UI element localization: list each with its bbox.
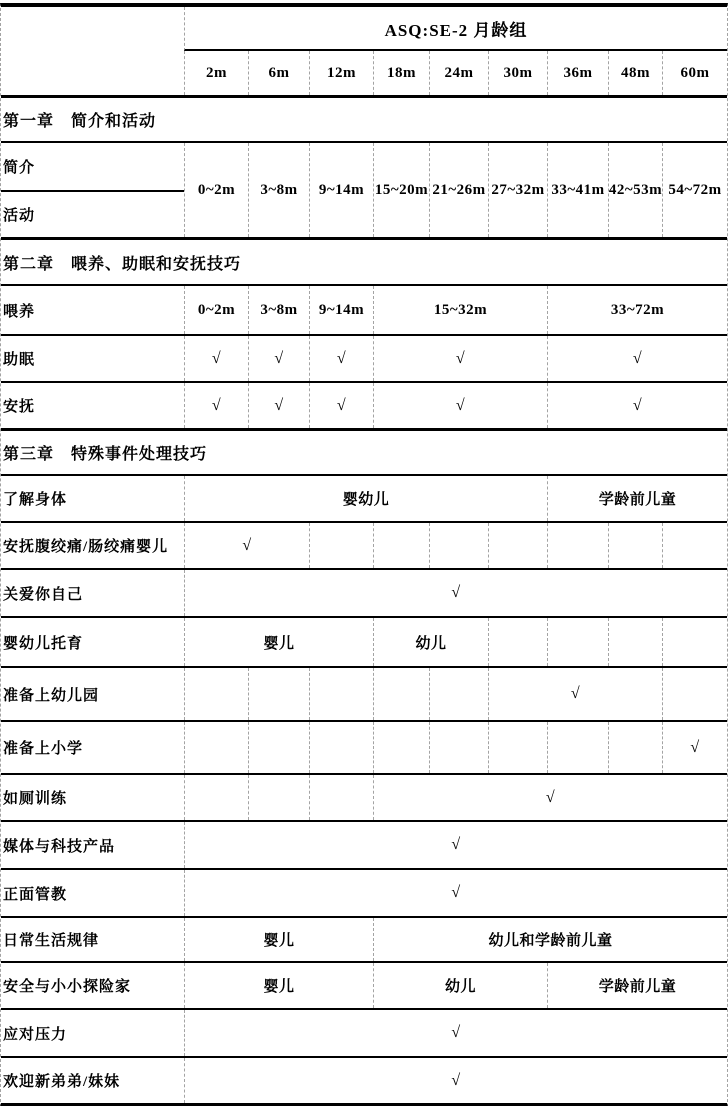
empty-cell xyxy=(662,523,727,568)
check-cell: √ xyxy=(184,523,309,568)
toilet-training-row xyxy=(1,775,727,822)
row-label: 喂养 xyxy=(3,303,36,320)
row-label: 日常生活规律 xyxy=(3,933,100,949)
check-cell: √ xyxy=(184,1058,727,1103)
empty-cell xyxy=(488,618,547,666)
age-group-span-cell: 幼儿和学龄前儿童 xyxy=(373,918,727,961)
stress-coping-row xyxy=(1,1010,727,1058)
check-cell: √ xyxy=(373,775,727,820)
check-cell: √ xyxy=(184,870,727,916)
empty-cell xyxy=(248,668,309,720)
check-cell: √ xyxy=(488,668,662,720)
age-column-header-24m: 24m xyxy=(429,51,488,95)
chapter-title-cell: 第一章 简介和活动 xyxy=(3,113,157,130)
empty-cell xyxy=(662,668,727,720)
check-cell: √ xyxy=(662,722,727,773)
row-label: 安全与小小探险家 xyxy=(3,979,132,995)
empty-cell xyxy=(184,668,248,720)
row-label: 安抚 xyxy=(3,399,36,415)
age-group-span-cell: 婴儿 xyxy=(184,963,373,1008)
empty-cell xyxy=(248,722,309,773)
age-group-span-cell: 幼儿 xyxy=(373,618,488,666)
age-group-span-cell: 学龄前儿童 xyxy=(547,963,727,1008)
asq-se2-table xyxy=(0,3,728,1106)
row-label: 准备上幼儿园 xyxy=(3,687,100,704)
sleep-aid-row xyxy=(1,336,727,383)
positive-discipline-row xyxy=(1,870,727,918)
check-cell: √ xyxy=(248,336,309,381)
age-range-cell: 54~72m xyxy=(662,143,727,237)
age-range-cell: 9~14m xyxy=(309,143,373,237)
empty-cell xyxy=(309,523,373,568)
age-range-cell: 9~14m xyxy=(309,286,373,334)
row-label: 媒体与科技产品 xyxy=(3,838,116,855)
empty-cell xyxy=(309,722,373,773)
chapter-1-row xyxy=(1,98,727,143)
age-group-span-cell: 婴幼儿 xyxy=(184,476,547,521)
daily-routine-row xyxy=(1,918,727,963)
empty-cell xyxy=(488,523,547,568)
row-label: 关爱你自己 xyxy=(3,586,84,603)
empty-cell xyxy=(373,668,429,720)
check-cell: √ xyxy=(547,336,727,381)
age-range-cell: 15~32m xyxy=(373,286,547,334)
row-label: 安抚腹绞痛/肠绞痛婴儿 xyxy=(3,539,169,555)
row-label-activities: 活动 xyxy=(3,208,36,224)
age-range-cell: 0~2m xyxy=(184,143,248,237)
age-column-header-60m: 60m xyxy=(662,51,727,95)
chapter-title-cell: 第三章 特殊事件处理技巧 xyxy=(3,446,208,463)
new-sibling-row xyxy=(1,1058,727,1103)
row-label: 欢迎新弟弟/妹妹 xyxy=(3,1074,121,1090)
empty-cell xyxy=(608,618,662,666)
age-column-header-30m: 30m xyxy=(488,51,547,95)
age-range-cell: 33~72m xyxy=(547,286,727,334)
age-group-span-cell: 学龄前儿童 xyxy=(547,476,727,521)
primary-school-prep-row xyxy=(1,722,727,775)
empty-cell xyxy=(184,722,248,773)
header-group-row xyxy=(1,7,727,51)
row-label: 了解身体 xyxy=(3,492,68,508)
header-empty-corner-cell xyxy=(1,7,184,51)
empty-cell xyxy=(547,618,608,666)
age-range-cell: 33~41m xyxy=(547,143,608,237)
header-empty-corner-cell xyxy=(1,51,184,95)
age-range-cell: 42~53m xyxy=(608,143,662,237)
empty-cell xyxy=(547,523,608,568)
split-label-cell xyxy=(1,143,184,237)
header-columns-row xyxy=(1,51,727,98)
colic-soothing-row xyxy=(1,523,727,570)
soothing-row xyxy=(1,383,727,431)
empty-cell xyxy=(488,722,547,773)
understanding-body-row xyxy=(1,476,727,523)
age-group-span-cell: 幼儿 xyxy=(373,963,547,1008)
check-cell: √ xyxy=(184,1010,727,1056)
check-cell: √ xyxy=(184,336,248,381)
row-label: 婴幼儿托育 xyxy=(3,635,84,652)
row-label: 正面管教 xyxy=(3,886,68,903)
empty-cell xyxy=(184,775,248,820)
age-group-span-cell: 婴儿 xyxy=(184,618,373,666)
chapter-3-row xyxy=(1,431,727,476)
age-column-header-48m: 48m xyxy=(608,51,662,95)
kindergarten-prep-row xyxy=(1,668,727,722)
age-group-title-cell: ASQ:SE-2 月龄组 xyxy=(184,7,727,51)
age-column-header-12m: 12m xyxy=(309,51,373,95)
check-cell: √ xyxy=(184,822,727,868)
empty-cell xyxy=(373,523,429,568)
feeding-row xyxy=(1,286,727,336)
row-label: 准备上小学 xyxy=(3,741,84,757)
empty-cell xyxy=(608,722,662,773)
check-cell: √ xyxy=(309,336,373,381)
age-column-header-2m: 2m xyxy=(184,51,248,95)
intro-activities-row xyxy=(1,143,727,240)
age-range-cell: 3~8m xyxy=(248,286,309,334)
safety-little-explorer-row xyxy=(1,963,727,1010)
empty-cell xyxy=(547,722,608,773)
media-tech-row xyxy=(1,822,727,870)
chapter-title-cell: 第二章 喂养、助眠和安抚技巧 xyxy=(3,255,242,273)
empty-cell xyxy=(309,775,373,820)
row-label: 助眠 xyxy=(3,352,36,368)
age-column-header-18m: 18m xyxy=(373,51,429,95)
empty-cell xyxy=(608,523,662,568)
self-care-row xyxy=(1,570,727,618)
check-cell: √ xyxy=(373,336,547,381)
age-range-cell: 21~26m xyxy=(429,143,488,237)
empty-cell xyxy=(662,618,727,666)
check-cell: √ xyxy=(309,383,373,428)
check-cell: √ xyxy=(547,383,727,428)
age-range-cell: 0~2m xyxy=(184,286,248,334)
age-group-span-cell: 婴儿 xyxy=(184,918,373,961)
check-cell: √ xyxy=(184,383,248,428)
empty-cell xyxy=(248,775,309,820)
age-column-header-6m: 6m xyxy=(248,51,309,95)
infant-toddler-care-row xyxy=(1,618,727,668)
row-label: 如厕训练 xyxy=(3,791,68,807)
chapter-2-row xyxy=(1,240,727,286)
row-label: 应对压力 xyxy=(3,1026,68,1043)
empty-cell xyxy=(309,668,373,720)
row-label-intro: 简介 xyxy=(1,143,184,192)
check-cell: √ xyxy=(248,383,309,428)
age-range-cell: 3~8m xyxy=(248,143,309,237)
empty-cell xyxy=(373,722,429,773)
empty-cell xyxy=(429,668,488,720)
age-column-header-36m: 36m xyxy=(547,51,608,95)
age-range-cell: 27~32m xyxy=(488,143,547,237)
check-cell: √ xyxy=(373,383,547,428)
empty-cell xyxy=(429,523,488,568)
check-cell: √ xyxy=(184,570,727,616)
age-range-cell: 15~20m xyxy=(373,143,429,237)
empty-cell xyxy=(429,722,488,773)
